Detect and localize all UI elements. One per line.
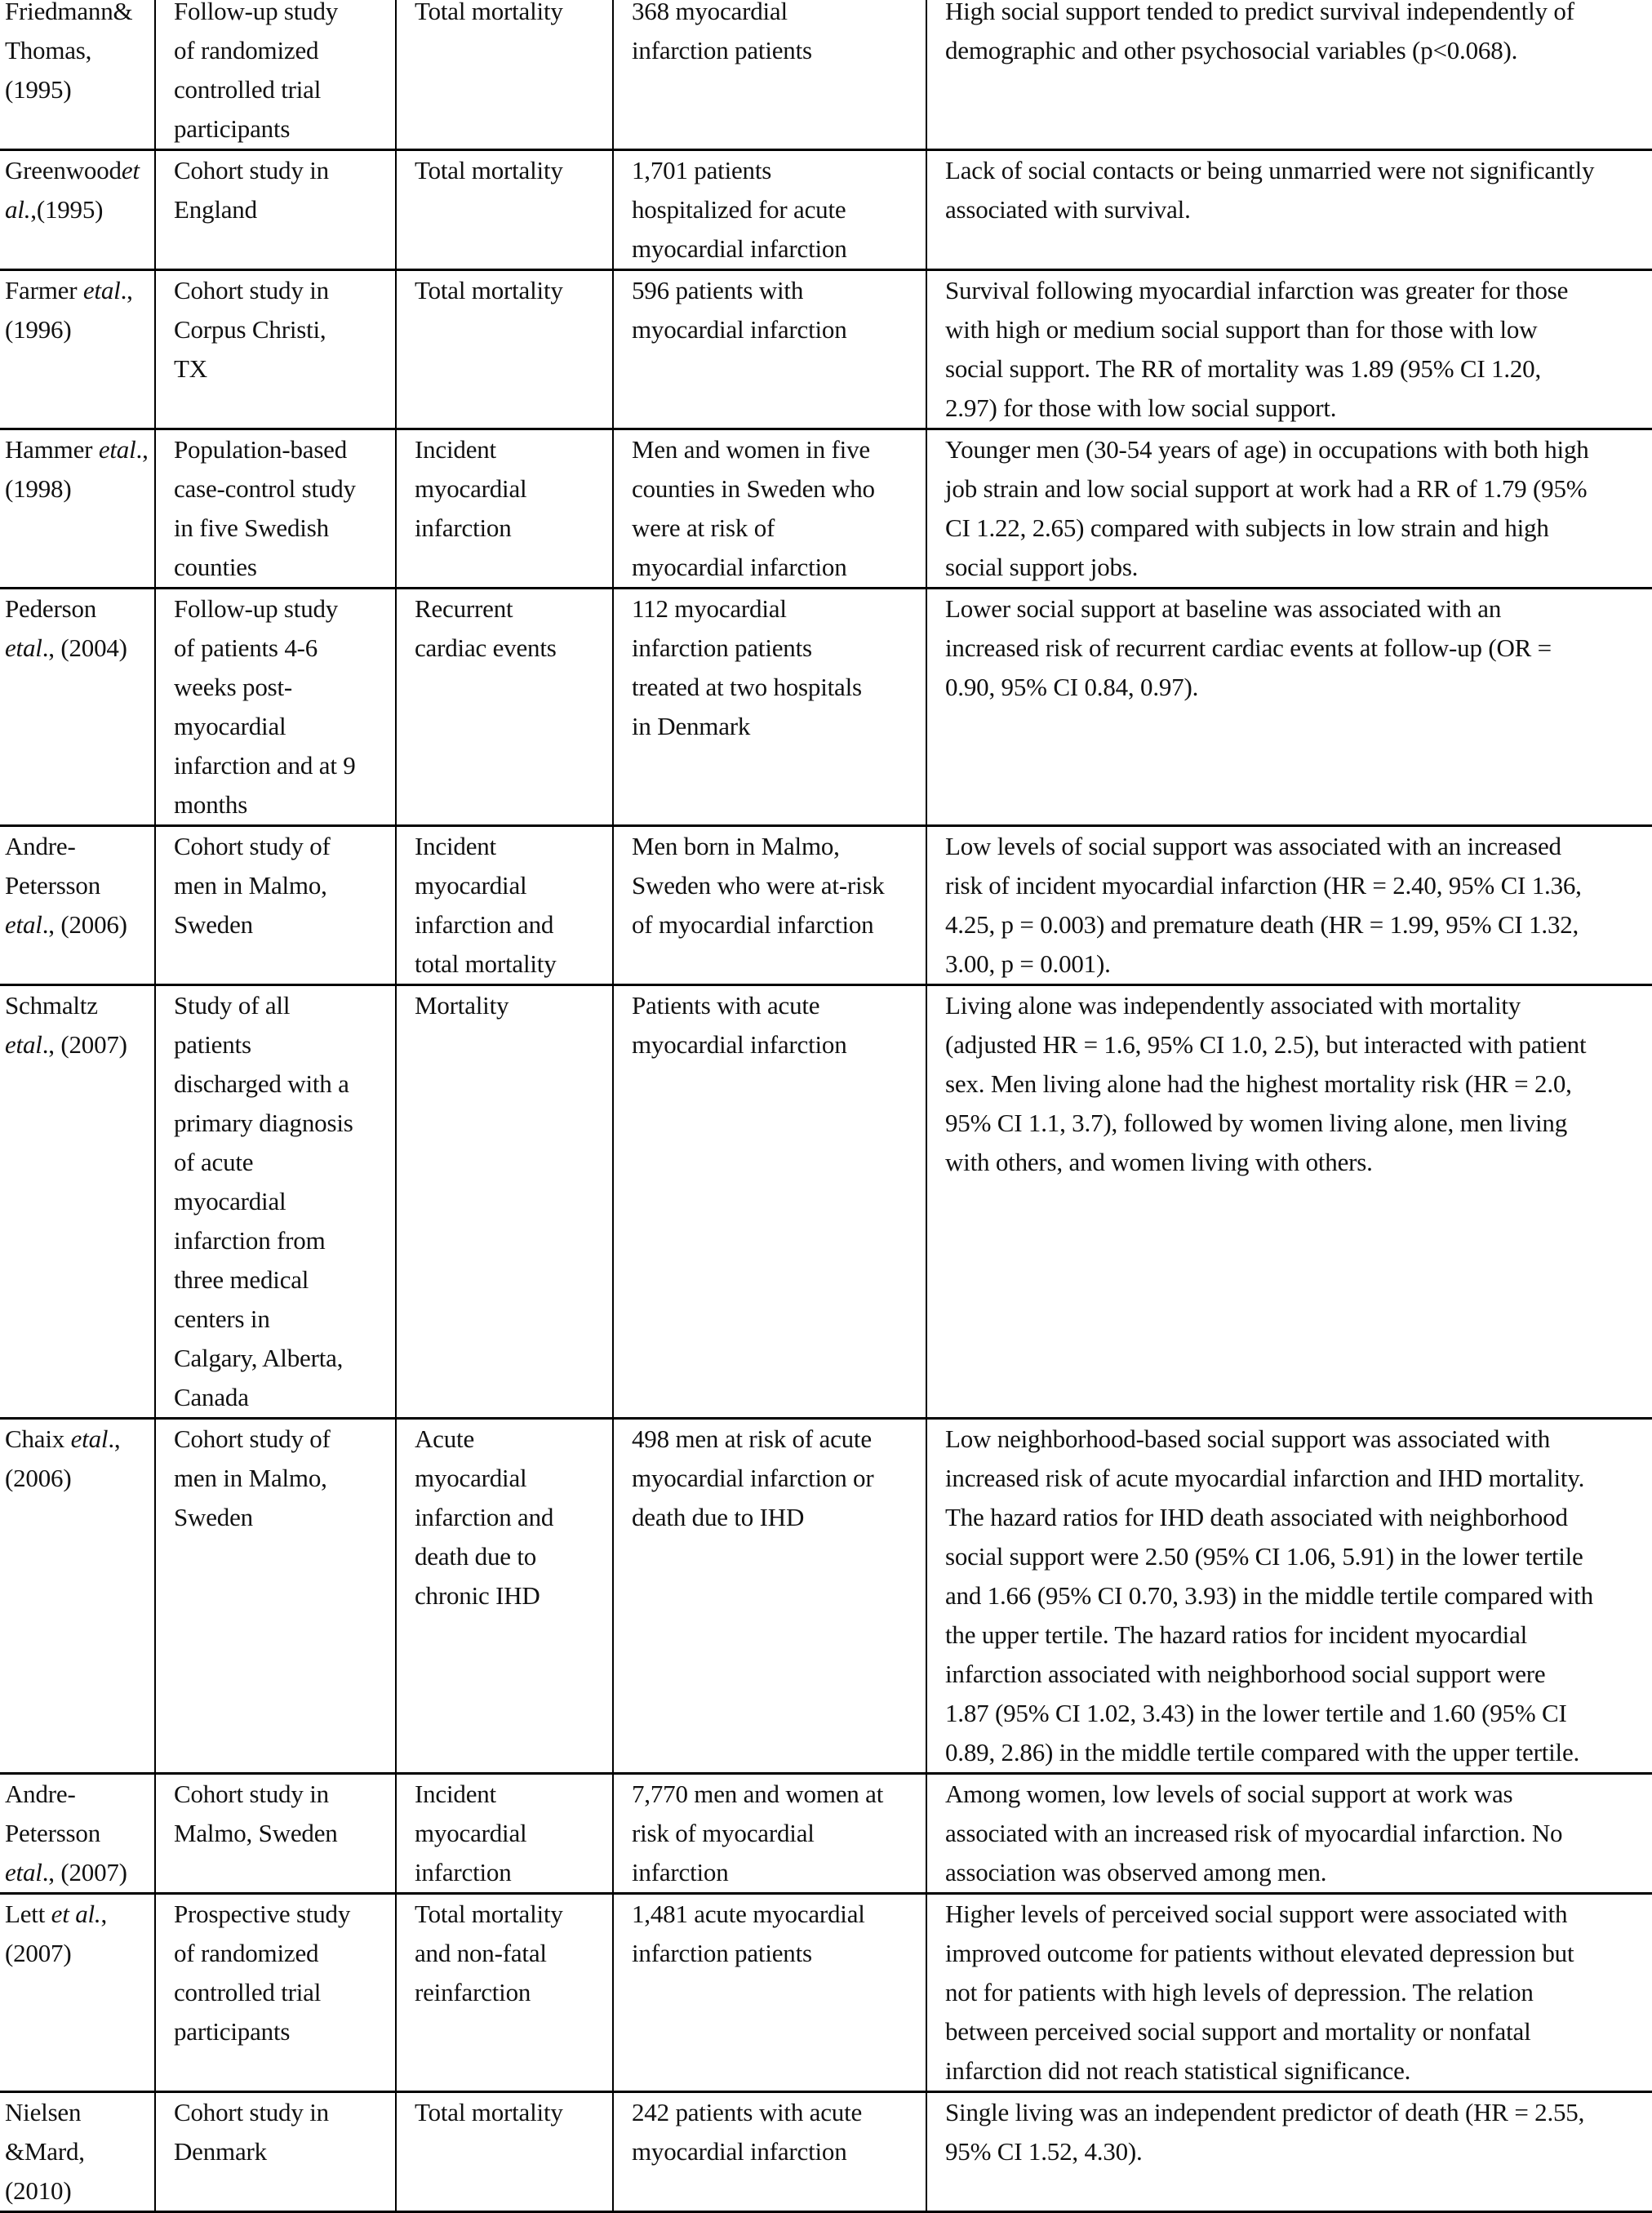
author-citation [5,1424,120,1492]
outcome-text: Total mortality [415,0,563,25]
design-text: Sweden [174,1503,253,1531]
cell-study-author [0,1419,155,1774]
table-row [0,1774,1652,1894]
author-italic-text: et al. [5,156,140,224]
author-citation [5,1780,127,1886]
design-text: patients [174,1030,251,1059]
author-text: Andre- [5,1780,76,1808]
findings-text: not for patients with high levels of depression. The relation [945,1978,1534,2006]
cell-outcome [396,150,613,270]
population-text: of myocardial infarction [632,910,874,939]
cell-population [613,270,926,429]
design-text: Canada [174,1383,249,1411]
findings-text: 0.90, 95% CI 0.84, 0.97). [945,673,1199,701]
findings-text: associated with an increased risk of myocardial infarction. No [945,1819,1563,1847]
outcome-text: reinfarction [415,1978,531,2006]
population-text: myocardial infarction [632,1030,847,1059]
author-italic-text: al [22,910,42,939]
cell-design [155,2092,396,2212]
outcome-text: cardiac events [415,633,557,662]
cell-findings [926,0,1652,150]
cell-population [613,0,926,150]
population-text: treated at two hospitals [632,673,862,701]
population-text: myocardial infarction [632,553,847,581]
outcome-text: Total mortality [415,2098,563,2126]
author-citation [5,832,127,939]
cell-outcome [396,1894,613,2092]
design-text: Follow-up study [174,0,339,25]
cell-outcome [396,0,613,150]
population-text: 368 myocardial [632,0,788,25]
author-citation [5,594,127,662]
author-italic-text: et al. [51,1900,101,1928]
table-row [0,985,1652,1419]
outcome-text: infarction and [415,1503,554,1531]
table-row [0,150,1652,270]
author-text: Petersson [5,1819,101,1847]
population-text: Sweden who were at-risk [632,871,885,900]
design-text: months [174,790,248,819]
table-row [0,270,1652,429]
cell-design [155,1774,396,1894]
findings-text: improved outcome for patients without elevated depression but [945,1939,1574,1967]
design-text: Corpus Christi, [174,315,326,344]
findings-text: Younger men (30-54 years of age) in occupations with both high [945,435,1589,464]
population-text: 242 patients with acute [632,2098,863,2126]
findings-text: 4.25, p = 0.003) and premature death (HR = 1.99, 95% CI 1.32, [945,910,1579,939]
author-text: Farmer [5,276,83,304]
author-text: (1995) [5,75,72,104]
design-text: Study of all [174,991,291,1020]
author-italic-text: et [5,910,23,939]
population-text: Patients with acute [632,991,820,1020]
population-text: 1,481 acute myocardial [632,1900,865,1928]
cell-study-author [0,589,155,826]
cell-study-author [0,0,155,150]
findings-text: High social support tended to predict survival independently of [945,0,1574,25]
findings-text: Low neighborhood-based social support was associated with [945,1424,1551,1453]
outcome-text: myocardial [415,1464,527,1492]
design-text: of patients 4-6 [174,633,318,662]
author-citation [5,435,149,503]
outcome-text: Total mortality [415,1900,563,1928]
design-text: TX [174,354,207,383]
findings-text: Low levels of social support was associated with an increased [945,832,1561,860]
population-text: 596 patients with [632,276,804,304]
author-italic-text: al [116,435,136,464]
author-text: Chaix [5,1424,71,1453]
cell-outcome [396,2092,613,2212]
table-row [0,826,1652,985]
author-italic-text: al [22,633,42,662]
cell-findings [926,150,1652,270]
design-text: participants [174,114,291,143]
population-text: were at risk of [632,513,775,542]
author-text: (1995) [36,195,104,224]
table-row [0,2092,1652,2212]
cell-study-author [0,150,155,270]
cell-outcome [396,1774,613,1894]
cell-findings [926,1894,1652,2092]
findings-text: sex. Men living alone had the highest mortality risk (HR = 2.0, [945,1069,1572,1098]
findings-text: (adjusted HR = 1.6, 95% CI 1.0, 2.5), but interacted with patient [945,1030,1587,1059]
population-text: infarction patients [632,1939,812,1967]
outcome-text: Recurrent [415,594,513,623]
findings-text: 3.00, p = 0.001). [945,949,1111,978]
findings-text: social support were 2.50 (95% CI 1.06, 5.91) in the lower tertile [945,1542,1583,1571]
cell-outcome [396,1419,613,1774]
cell-population [613,150,926,270]
cell-outcome [396,985,613,1419]
design-text: Cohort study in [174,1780,329,1808]
cell-study-author [0,1774,155,1894]
design-text: Population-based [174,435,348,464]
design-text: Cohort study in [174,2098,329,2126]
findings-text: 1.87 (95% CI 1.02, 3.43) in the lower tertile and 1.60 (95% CI [945,1699,1567,1727]
design-text: in five Swedish [174,513,329,542]
design-text: counties [174,553,257,581]
findings-text: the upper tertile. The hazard ratios for incident myocardial [945,1620,1528,1649]
author-text: ., (2006) [42,910,127,939]
author-citation [5,2098,85,2205]
cell-population [613,1774,926,1894]
design-text: Denmark [174,2137,267,2166]
author-text: Schmaltz [5,991,98,1020]
population-text: myocardial infarction [632,315,847,344]
population-text: risk of myocardial [632,1819,815,1847]
findings-text: Lack of social contacts or being unmarried were not significantly [945,156,1595,184]
findings-text: Lower social support at baseline was associated with an [945,594,1502,623]
author-text: Petersson [5,871,101,900]
outcome-text: Incident [415,1780,496,1808]
findings-text: with others, and women living with others. [945,1148,1373,1176]
author-text: ., (2004) [42,633,127,662]
author-text: Mard, [24,2137,85,2166]
author-italic-text: et [5,633,23,662]
cell-design [155,1894,396,2092]
findings-text: The hazard ratios for IHD death associated with neighborhood [945,1503,1568,1531]
design-text: Cohort study in [174,276,329,304]
findings-text: Among women, low levels of social support at work was [945,1780,1513,1808]
design-text: three medical [174,1265,309,1294]
design-text: controlled trial [174,75,322,104]
outcome-text: myocardial [415,1819,527,1847]
findings-text: infarction did not reach statistical significance. [945,2056,1411,2085]
outcome-text: Total mortality [415,276,563,304]
findings-text: association was observed among men. [945,1858,1327,1886]
author-citation [5,156,140,224]
findings-text: Single living was an independent predictor of death (HR = 2.55, [945,2098,1585,2126]
cell-study-author [0,826,155,985]
findings-text: Survival following myocardial infarction was greater for those [945,276,1569,304]
cell-outcome [396,589,613,826]
findings-text: 95% CI 1.52, 4.30). [945,2137,1143,2166]
cell-findings [926,1774,1652,1894]
cell-design [155,150,396,270]
author-citation [5,276,133,344]
outcome-text: Total mortality [415,156,563,184]
population-text: death due to IHD [632,1503,805,1531]
author-text: Friedmann [5,0,113,25]
cell-design [155,589,396,826]
design-text: myocardial [174,1187,286,1215]
design-text: Malmo, Sweden [174,1819,338,1847]
author-italic-text: al [22,1858,42,1886]
author-text: , [100,1900,108,1928]
population-text: myocardial infarction [632,2137,847,2166]
findings-text: Higher levels of perceived social support were associated with [945,1900,1568,1928]
author-italic-text: et [82,276,101,304]
findings-text: between perceived social support and mortality or nonfatal [945,2017,1531,2046]
author-text: Andre- [5,832,76,860]
design-text: discharged with a [174,1069,349,1098]
table-row [0,1894,1652,2092]
cell-findings [926,985,1652,1419]
author-text: , [30,195,37,224]
cell-outcome [396,270,613,429]
cell-findings [926,270,1652,429]
design-text: Cohort study in [174,156,329,184]
author-text: ., (1996) [5,276,133,344]
findings-text: 2.97) for those with low social support. [945,393,1337,422]
author-italic-text: et [70,1424,89,1453]
author-italic-text: et [98,435,117,464]
cell-design [155,429,396,589]
outcome-text: Acute [415,1424,475,1453]
findings-text: Living alone was independently associated with mortality [945,991,1521,1020]
cell-population [613,589,926,826]
design-text: participants [174,2017,291,2046]
cell-study-author [0,270,155,429]
table-row [0,589,1652,826]
author-italic-text: et [5,1030,23,1059]
design-text: centers in [174,1304,270,1333]
author-text: Greenwood [5,156,122,184]
population-text: 1,701 patients [632,156,772,184]
cell-design [155,826,396,985]
findings-text: social support. The RR of mortality was 1.89 (95% CI 1.20, [945,354,1542,383]
cell-findings [926,589,1652,826]
cell-population [613,429,926,589]
findings-text: and 1.66 (95% CI 0.70, 3.93) in the middle tertile compared with [945,1581,1593,1610]
cell-population [613,826,926,985]
outcome-text: total mortality [415,949,557,978]
design-text: infarction and at 9 [174,751,356,780]
findings-text: CI 1.22, 2.65) compared with subjects in low strain and high [945,513,1549,542]
cell-study-author [0,429,155,589]
findings-text: with high or medium social support than for those with low [945,315,1538,344]
population-text: in Denmark [632,712,751,740]
author-text: ., (2007) [42,1030,127,1059]
cell-study-author [0,985,155,1419]
table-row [0,429,1652,589]
author-text: Hammer [5,435,99,464]
design-text: Sweden [174,910,253,939]
outcome-text: infarction [415,513,512,542]
design-text: Prospective study [174,1900,351,1928]
population-text: infarction [632,1858,729,1886]
author-text: ., (2007) [42,1858,127,1886]
population-text: counties in Sweden who [632,474,875,503]
cell-study-author [0,2092,155,2212]
cell-outcome [396,826,613,985]
outcome-text: Mortality [415,991,509,1020]
outcome-text: chronic IHD [415,1581,540,1610]
design-text: England [174,195,257,224]
outcome-text: death due to [415,1542,537,1571]
population-text: myocardial infarction [632,234,847,263]
design-text: case-control study [174,474,356,503]
cell-population [613,985,926,1419]
outcome-text: and non-fatal [415,1939,547,1967]
population-text: 498 men at risk of acute [632,1424,872,1453]
design-text: weeks post- [174,673,293,701]
design-text: Cohort study of [174,1424,331,1453]
outcome-text: Incident [415,832,496,860]
cell-design [155,270,396,429]
table-row [0,1419,1652,1774]
outcome-text: Incident [415,435,496,464]
population-text: Men and women in five [632,435,870,464]
author-text: ., (2006) [5,1424,121,1492]
population-text: infarction patients [632,633,812,662]
findings-text: job strain and low social support at work had a RR of 1.79 (95% [945,474,1588,503]
cell-study-author [0,1894,155,2092]
author-text: Nielsen & [5,2098,82,2166]
findings-text: demographic and other psychosocial variables (p<0.068). [945,36,1518,64]
cell-population [613,1894,926,2092]
design-text: Follow-up study [174,594,339,623]
findings-text: 0.89, 2.86) in the middle tertile compared with the upper tertile. [945,1738,1580,1766]
author-text: (2007) [5,1939,72,1967]
population-text: Men born in Malmo, [632,832,840,860]
design-text: infarction from [174,1226,326,1255]
outcome-text: myocardial [415,474,527,503]
outcome-text: infarction [415,1858,512,1886]
design-text: primary diagnosis [174,1109,353,1137]
outcome-text: infarction and [415,910,554,939]
population-text: myocardial infarction or [632,1464,874,1492]
cell-design [155,985,396,1419]
findings-text: infarction associated with neighborhood social support were [945,1660,1546,1688]
author-text: ., (1998) [5,435,149,503]
table-row [0,0,1652,150]
author-citation [5,0,132,104]
findings-text: social support jobs. [945,553,1139,581]
cell-population [613,1419,926,1774]
design-text: controlled trial [174,1978,322,2006]
findings-text: increased risk of recurrent cardiac events at follow-up (OR = [945,633,1552,662]
author-italic-text: al [22,1030,42,1059]
cell-findings [926,1419,1652,1774]
cell-findings [926,429,1652,589]
findings-text: 95% CI 1.1, 3.7), followed by women living alone, men living [945,1109,1568,1137]
population-text: hospitalized for acute [632,195,846,224]
cell-outcome [396,429,613,589]
author-text: Pederson [5,594,97,623]
findings-text: risk of incident myocardial infarction (HR = 2.40, 95% CI 1.36, [945,871,1582,900]
design-text: of randomized [174,36,319,64]
cell-findings [926,826,1652,985]
outcome-text: myocardial [415,871,527,900]
design-text: Calgary, Alberta, [174,1344,344,1372]
author-text: (2010) [5,2176,72,2205]
author-italic-text: al [100,276,121,304]
findings-text: associated with survival. [945,195,1191,224]
author-text: Lett [5,1900,51,1928]
design-text: men in Malmo, [174,871,327,900]
population-text: 7,770 men and women at [632,1780,884,1808]
population-text: infarction patients [632,36,812,64]
design-text: myocardial [174,712,286,740]
author-text: & Thomas, [5,0,133,64]
cell-design [155,0,396,150]
population-text: 112 myocardial [632,594,787,623]
author-citation [5,991,127,1059]
design-text: Cohort study of [174,832,331,860]
cell-findings [926,2092,1652,2212]
design-text: men in Malmo, [174,1464,327,1492]
author-italic-text: et [5,1858,23,1886]
cell-population [613,2092,926,2212]
findings-text: increased risk of acute myocardial infarction and IHD mortality. [945,1464,1585,1492]
cell-design [155,1419,396,1774]
design-text: of randomized [174,1939,319,1967]
author-citation [5,1900,107,1967]
author-italic-text: al [88,1424,109,1453]
design-text: of acute [174,1148,254,1176]
